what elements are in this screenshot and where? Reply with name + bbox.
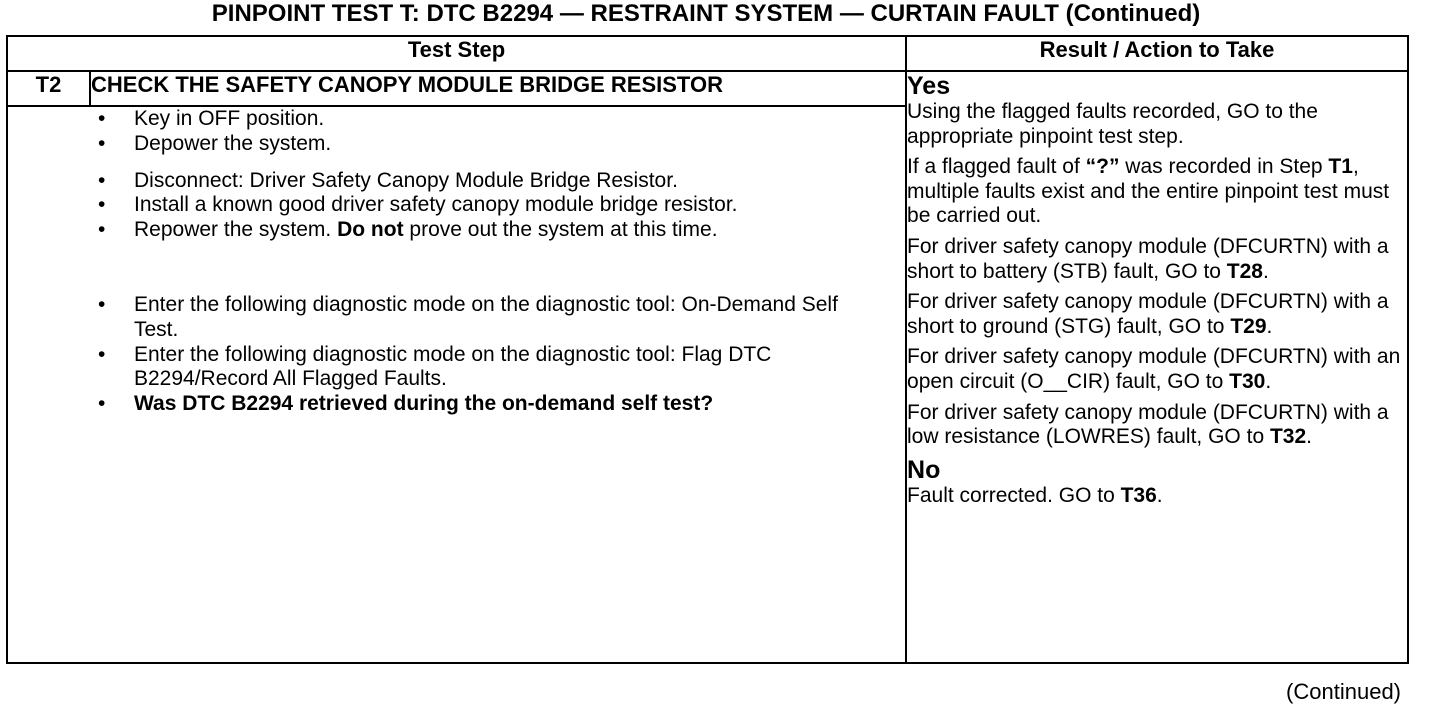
low-resistance-instruction: For driver safety canopy module (DFCURTN) with a low resistance (LOWRES) fault, GO to T32. (907, 400, 1389, 449)
list-item: • Depower the system. (98, 131, 332, 155)
result-header: Result / Action to Take (906, 36, 1408, 71)
page-title: PINPOINT TEST T: DTC B2294 — RESTRAINT SYSTEM — CURTAIN FAULT (Continued) (211, 0, 1201, 27)
open-circuit-instruction: For driver safety canopy module (DFCURTN) with an open circuit (O__CIR) fault, GO to T30. (907, 345, 1401, 393)
flagged-fault-note: If a flagged fault of “?” was recorded in Step T1, multiple faults exist and the entire pinpoint test must be carried out. (907, 155, 1390, 228)
yes-text: Using the flagged faults recorded, GO to the appropriate pinpoint test step. (907, 100, 1318, 148)
step-id: T2 (7, 71, 90, 106)
no-text: Fault corrected. GO to T36. (907, 483, 1163, 507)
list-item: • Was DTC B2294 retrieved during the on-demand self test? (98, 392, 714, 416)
list-item: • Enter the following diagnostic mode on the diagnostic tool: Flag DTC B2294/Record All Flagged Faults. (98, 342, 772, 391)
result-cell (906, 71, 1408, 663)
pinpoint-test-table (6, 35, 1409, 664)
list-item: • Repower the system. Do not prove out the system at this time. (98, 218, 718, 242)
header-row (7, 36, 1408, 71)
stb-instruction: For driver safety canopy module (DFCURTN) with a short to battery (STB) fault, GO to T28. (907, 234, 1389, 283)
step-id-spacer (7, 106, 90, 663)
test-step-header: Test Step (7, 36, 906, 71)
step-title: CHECK THE SAFETY CANOPY MODULE BRIDGE RESISTOR (90, 71, 906, 106)
no-label: No (907, 455, 941, 484)
yes-label: Yes (907, 72, 951, 100)
step-list (90, 107, 905, 417)
list-item: • Key in OFF position. (98, 107, 325, 130)
list-item: • Disconnect: Driver Safety Canopy Module Bridge Resistor. (98, 168, 678, 192)
continued-footer: (Continued) (1286, 679, 1401, 704)
stg-instruction: For driver safety canopy module (DFCURTN) with a short to ground (STG) fault, GO to T29. (907, 290, 1389, 338)
step-instructions (90, 106, 906, 663)
list-item: • Enter the following diagnostic mode on the diagnostic tool: On-Demand Self Test. (98, 292, 838, 341)
step-title-row (7, 71, 1408, 106)
list-item: • Install a known good driver safety canopy module bridge resistor. (98, 193, 738, 217)
